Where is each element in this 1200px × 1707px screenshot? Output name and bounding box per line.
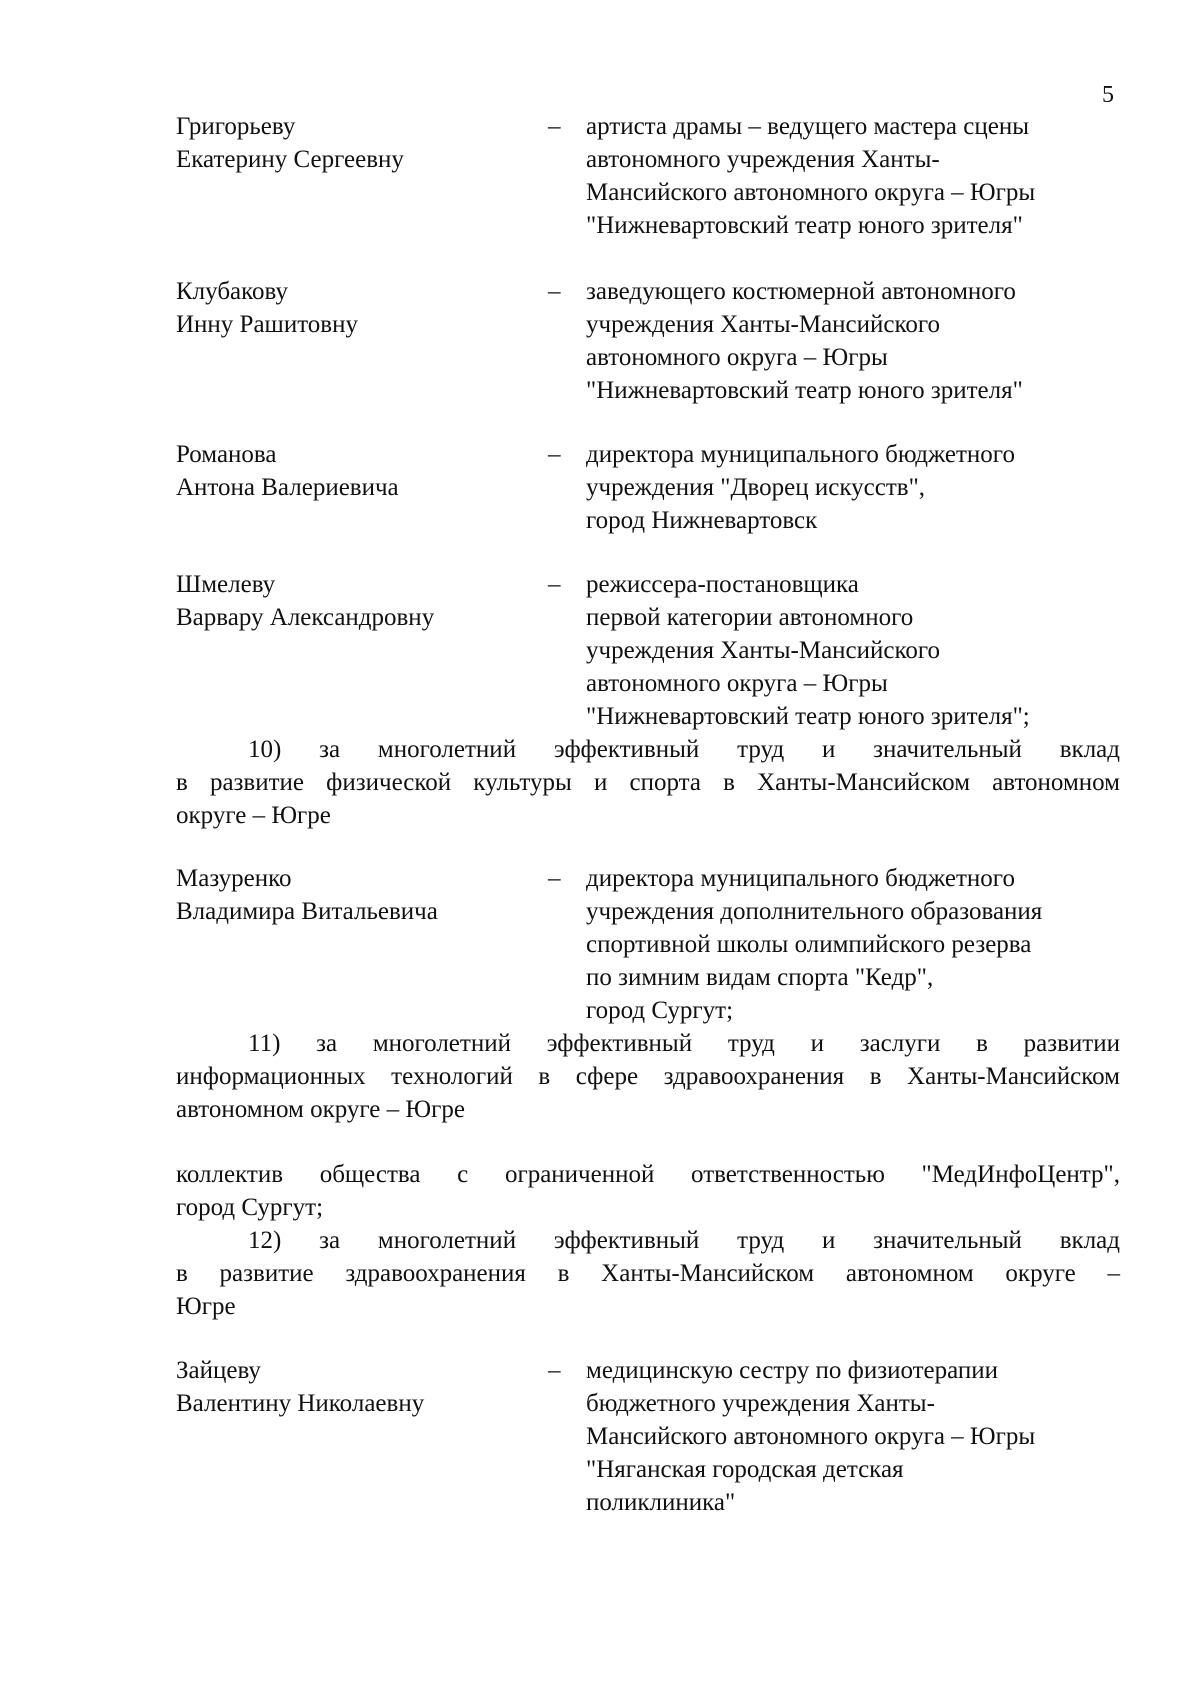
- entry-5-name-line-2: Владимира Витальевича: [176, 898, 438, 925]
- paragraph-10-line-1: 10) за многолетний эффективный труд и значительный вклад: [248, 736, 1120, 763]
- entry-1-desc-line-3: Мансийского автономного округа – Югры: [586, 179, 1036, 206]
- entry-1-name-line-2: Екатерину Сергеевну: [176, 146, 404, 173]
- entry-4-name-line-1: Шмелеву: [176, 571, 276, 598]
- entry-6-dash: –: [548, 1357, 561, 1384]
- entry-2-desc-line-3: автономного округа – Югры: [586, 344, 888, 371]
- entry-6-desc-line-4: "Няганская городская детская: [586, 1456, 904, 1483]
- entry-5-desc-line-3: спортивной школы олимпийского резерва: [586, 931, 1032, 958]
- entry-1-desc-line-2: автономного учреждения Ханты-: [586, 146, 940, 173]
- entry-5-desc-line-5: город Сургут;: [586, 997, 734, 1024]
- entry-5-name-line-1: Мазуренко: [176, 865, 292, 892]
- entry-1-dash: –: [548, 113, 561, 140]
- entry-5-dash: –: [548, 865, 561, 892]
- entry-2-name-line-2: Инну Рашитовну: [176, 311, 358, 338]
- entry-4-desc-line-2: первой категории автономного: [586, 604, 914, 631]
- entry-6-desc-line-1: медицинскую сестру по физиотерапии: [586, 1357, 999, 1384]
- entry-3-dash: –: [548, 441, 561, 468]
- paragraph-collective-line-2: город Сургут;: [176, 1194, 324, 1221]
- paragraph-11-line-2: информационных технологий в сфере здравоохранения в Ханты-Мансийском: [176, 1063, 1120, 1090]
- entry-2-dash: –: [548, 278, 561, 305]
- entry-6-desc-line-3: Мансийского автономного округа – Югры: [586, 1423, 1036, 1450]
- entry-3-name-line-2: Антона Валериевича: [176, 474, 399, 501]
- paragraph-10: [176, 733, 1120, 832]
- entry-4-dash: –: [548, 571, 561, 598]
- entry-6-desc-line-2: бюджетного учреждения Ханты-: [586, 1390, 935, 1417]
- entry-6-desc-line-5: поликлиника": [586, 1489, 736, 1516]
- entry-2-desc-line-1: заведующего костюмерной автономного: [586, 278, 1016, 305]
- paragraph-11-line-3: автономном округе – Югре: [176, 1096, 465, 1123]
- entry-4-desc-line-3: учреждения Ханты-Мансийского: [586, 637, 941, 664]
- entry-3-name-line-1: Романова: [176, 441, 277, 468]
- entry-2-desc-line-2: учреждения Ханты-Мансийского: [586, 311, 941, 338]
- entry-3-desc-line-2: учреждения "Дворец искусств",: [586, 474, 926, 501]
- entry-4-desc-line-4: автономного округа – Югры: [586, 670, 888, 697]
- entry-3-desc-line-1: директора муниципального бюджетного: [586, 441, 1015, 468]
- paragraph-12-line-1: 12) за многолетний эффективный труд и значительный вклад: [248, 1227, 1120, 1254]
- entry-6-name-line-2: Валентину Николаевну: [176, 1390, 425, 1417]
- paragraph-12: [176, 1224, 1120, 1323]
- paragraph-collective: [176, 1158, 1120, 1224]
- entry-1-desc-line-4: "Нижневартовский театр юного зрителя": [586, 212, 1023, 239]
- entry-1-desc-line-1: артиста драмы – ведущего мастера сцены: [586, 113, 1030, 140]
- paragraph-12-line-3: Югре: [176, 1293, 236, 1320]
- entry-2-name-line-1: Клубакову: [176, 278, 288, 305]
- paragraph-11: [176, 1027, 1120, 1126]
- paragraph-11-line-1: 11) за многолетний эффективный труд и заслуги в развитии: [248, 1030, 1120, 1057]
- entry-3-desc-line-3: город Нижневартовск: [586, 507, 818, 534]
- entry-5-desc-line-4: по зимним видам спорта "Кедр",: [586, 964, 934, 991]
- paragraph-10-line-3: округе – Югре: [176, 802, 331, 829]
- entry-6-name-line-1: Зайцеву: [176, 1357, 261, 1384]
- paragraph-12-line-2: в развитие здравоохранения в Ханты-Мансийском автономном округе –: [176, 1260, 1120, 1287]
- page-number: 5: [1102, 82, 1114, 108]
- entry-5-desc-line-1: директора муниципального бюджетного: [586, 865, 1015, 892]
- paragraph-10-line-2: в развитие физической культуры и спорта в Ханты-Мансийском автономном: [176, 769, 1120, 796]
- entry-4-desc-line-5: "Нижневартовский театр юного зрителя";: [586, 703, 1030, 730]
- entry-1-name-line-1: Григорьеву: [176, 113, 296, 140]
- entry-4-name-line-2: Варвару Александровну: [176, 604, 435, 631]
- entry-2-desc-line-4: "Нижневартовский театр юного зрителя": [586, 377, 1023, 404]
- paragraph-collective-line-1: коллектив общества с ограниченной ответственностью "МедИнфоЦентр",: [176, 1161, 1120, 1188]
- entry-4-desc-line-1: режиссера-постановщика: [586, 571, 859, 598]
- entry-5-desc-line-2: учреждения дополнительного образования: [586, 898, 1043, 925]
